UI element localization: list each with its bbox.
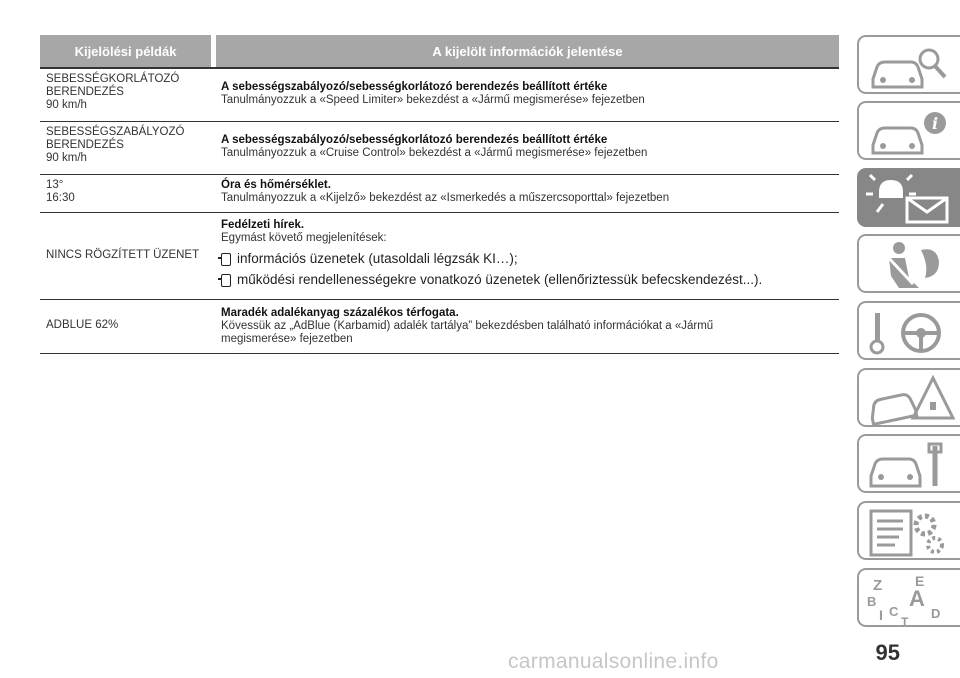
- meaning-title: Maradék adalékanyag százalékos térfogata.: [221, 307, 459, 319]
- meaning-text: megismerése» fejezetben: [221, 333, 353, 345]
- index-letter: I: [879, 607, 883, 623]
- example-text: 90 km/h: [46, 152, 87, 164]
- bullet-text: működési rendellenességekre vonatkozó üzenetek (ellenőriztessük befecskendezést...).: [237, 272, 763, 287]
- alphabetical-index-icon: [859, 570, 960, 629]
- example-text: 16:30: [46, 192, 75, 204]
- example-cell: [40, 122, 211, 174]
- example-text: SEBESSÉGKORLÁTOZÓ: [46, 73, 180, 85]
- index-letter: E: [915, 573, 925, 589]
- warning-light-message-icon: [859, 170, 960, 229]
- example-text: ADBLUE 62%: [46, 319, 119, 331]
- meaning-title: A sebességszabályozó/sebességkorlátozó berendezés beállított értéke: [221, 81, 608, 93]
- example-text: BERENDEZÉS: [46, 86, 124, 98]
- specifications-gear-icon: [859, 503, 960, 562]
- example-cell: [40, 69, 211, 121]
- example-cell: [40, 175, 211, 212]
- meaning-text: Kövessük az „AdBlue (Karbamid) adalék tartálya” bekezdésben található információkat a «Jármű: [221, 320, 714, 332]
- tab-warning-lights[interactable]: [857, 168, 960, 227]
- info-table: [40, 35, 839, 354]
- meaning-text: Tanulmányozzuk a «Speed Limiter» bekezdést a «Jármű megismerése» fejezetben: [221, 94, 645, 106]
- example-text: 13°: [46, 179, 64, 191]
- bullet-icon: [221, 253, 231, 266]
- table-row: [40, 300, 839, 354]
- table-row: [40, 175, 839, 213]
- example-text: 90 km/h: [46, 99, 87, 111]
- table-row: [40, 122, 839, 175]
- meaning-text: Tanulmányozzuk a «Cruise Control» bekezdést a «Jármű megismerése» fejezetben: [221, 147, 648, 159]
- key-steering-wheel-icon: [859, 303, 960, 362]
- meaning-text: Egymást követő megjelenítések:: [221, 232, 387, 244]
- seatbelt-airbag-icon: [859, 236, 960, 295]
- watermark: carmanualsonline.info: [508, 650, 719, 673]
- meaning-text: Tanulmányozzuk a «Kijelző» bekezdést az «Ismerkedés a műszercsoporttal» fejezetben: [221, 192, 670, 204]
- table-header: [40, 35, 839, 69]
- tab-safety[interactable]: [857, 234, 960, 293]
- car-info-icon: [859, 103, 960, 162]
- meaning-cell: [211, 300, 839, 353]
- page-number: 95: [875, 640, 900, 665]
- tab-index[interactable]: [857, 568, 960, 627]
- meaning-cell: [211, 213, 839, 299]
- index-letter: C: [889, 604, 899, 619]
- car-emergency-warning-icon: [859, 370, 960, 429]
- list-item: [221, 251, 833, 267]
- bullet-icon: [221, 274, 231, 287]
- meaning-title: A sebességszabályozó/sebességkorlátozó berendezés beállított értéke: [221, 134, 608, 146]
- tab-specifications[interactable]: [857, 501, 960, 560]
- car-maintenance-icon: [859, 436, 960, 495]
- meaning-cell: [211, 122, 839, 174]
- tab-car-search[interactable]: [857, 35, 960, 94]
- tab-maintenance[interactable]: [857, 434, 960, 493]
- list-item: [221, 272, 833, 288]
- header-meaning: A kijelölt információk jelentése: [216, 35, 839, 67]
- header-examples: Kijelölési példák: [40, 35, 211, 67]
- meaning-cell: [211, 175, 839, 212]
- tab-starting-driving[interactable]: [857, 301, 960, 360]
- example-text: NINCS RÖGZÍTETT ÜZENET: [46, 248, 200, 261]
- table-row: [40, 213, 839, 300]
- index-letter: T: [901, 615, 909, 629]
- tab-emergency[interactable]: [857, 368, 960, 427]
- index-letter: B: [867, 594, 877, 609]
- meaning-title: Fedélzeti hírek.: [221, 219, 305, 231]
- example-text: SEBESSÉGSZABÁLYOZÓ: [46, 126, 185, 138]
- meaning-cell: [211, 69, 839, 121]
- meaning-title: Óra és hőmérséklet.: [221, 179, 331, 191]
- example-cell: [40, 300, 211, 353]
- tab-car-info[interactable]: [857, 101, 960, 160]
- bullet-text: információs üzenetek (utasoldali légzsák KI…);: [237, 251, 518, 266]
- svg-text:i: i: [931, 114, 939, 133]
- index-letter: Z: [873, 577, 883, 594]
- example-text: BERENDEZÉS: [46, 139, 124, 151]
- index-letter: D: [931, 606, 941, 621]
- car-search-icon: [859, 37, 960, 96]
- table-row: [40, 69, 839, 122]
- example-cell: [40, 213, 211, 299]
- index-letter: A: [909, 586, 925, 611]
